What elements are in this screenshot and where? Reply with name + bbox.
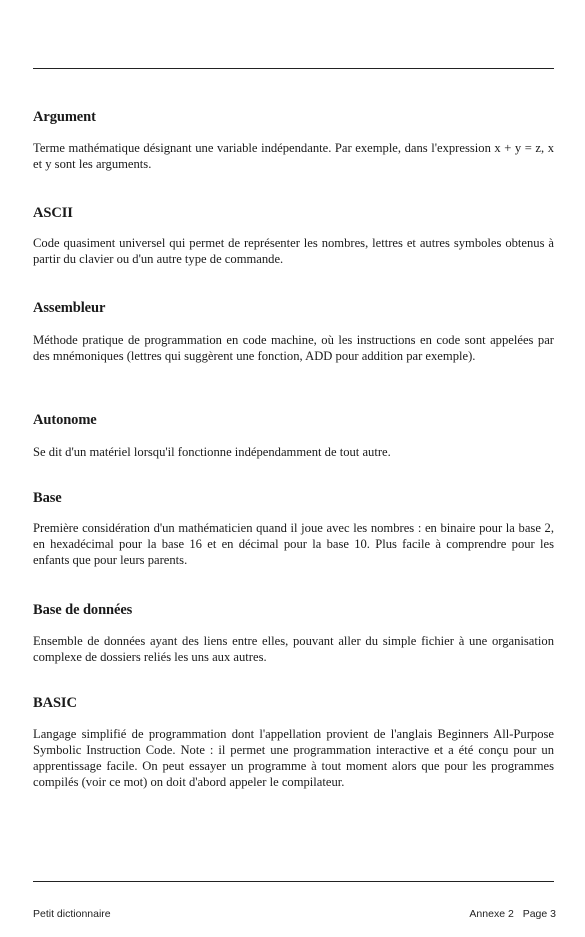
footer-page-info — [463, 908, 556, 920]
entry-ascii — [33, 204, 554, 266]
bottom-rule — [33, 881, 554, 882]
entry-definition: Première considération d'un mathématicien quand il joue avec les nombres : en binaire pour la base 2, en hexadécimal pour la base 16 et en décimal pour la base 10. Plus facile à comprendre pour les enfants que pour leurs parents. — [33, 521, 554, 567]
entry-base — [33, 489, 554, 567]
entry-definition: Code quasiment universel qui permet de représenter les nombres, lettres et autres symboles obtenus à partir du clavier ou d'un autre type de commande. — [33, 236, 554, 266]
entry-definition: Méthode pratique de programmation en code machine, où les instructions en code sont appelées par des mnémoniques (lettres qui suggèrent une fonction, ADD pour addition par exemple). — [33, 333, 554, 363]
footer-title: Petit dictionnaire — [33, 908, 111, 920]
entry-term: BASIC — [33, 695, 77, 711]
entry-term: Autonome — [33, 412, 97, 428]
top-rule — [33, 68, 554, 69]
entry-basic — [33, 694, 554, 789]
entry-term: Assembleur — [33, 300, 106, 316]
entry-definition: Ensemble de données ayant des liens entre elles, pouvant aller du simple fichier à une organisation complexe de dossiers reliés les uns aux autres. — [33, 634, 554, 664]
entry-definition: Se dit d'un matériel lorsqu'il fonctionne indépendamment de tout autre. — [33, 445, 391, 459]
entry-argument — [33, 108, 554, 171]
entry-term: ASCII — [33, 205, 73, 221]
footer-annex: Annexe 2 — [469, 908, 514, 920]
footer-page-number: Page 3 — [522, 908, 556, 920]
entry-term: Argument — [33, 109, 96, 125]
entry-definition: Terme mathématique désignant une variable indépendante. Par exemple, dans l'expression x + y = z, x et y sont les arguments. — [33, 141, 554, 171]
entry-term: Base de données — [33, 602, 133, 618]
entry-term: Base — [33, 490, 62, 506]
entry-base-de-donnees — [33, 601, 554, 664]
entry-assembleur — [33, 299, 554, 363]
entry-autonome — [33, 411, 554, 459]
entry-definition: Langage simplifié de programmation dont l'appellation provient de l'anglais Beginners All-Purpose Symbolic Instruction Code. Note : il permet une programmation interactive et a été conçu pour un apprentissage facile. On peut essayer un programme à tout moment alors que pour les programmes compilés (voir ce mot) on doit d'abord appeler le compilateur. — [33, 727, 554, 789]
